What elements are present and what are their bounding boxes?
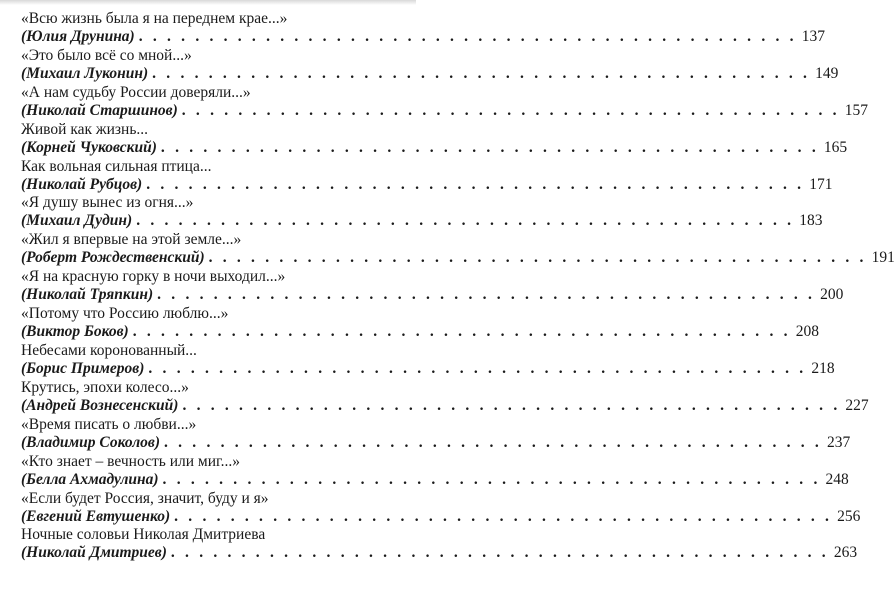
toc-entry-page-number: 165 [823,138,848,156]
toc-entry-page-number: 227 [845,396,869,414]
toc-entry[interactable] [21,342,835,379]
dot-leader: . . . . . . . . . . . . . . . . . . . . . . . . . . . . . . . . . . . . . . . . . . . . . . . [132,323,791,341]
toc-entry-title: «Время писать о любви...» [21,415,197,433]
dot-leader: . . . . . . . . . . . . . . . . . . . . . . . . . . . . . . . . . . . . . . . . . . . . . . . [160,138,819,156]
toc-entry[interactable] [21,415,851,453]
toc-entry-author-line [21,396,869,415]
toc-entry-title: «Всю жизнь была я на переднем крае...» [21,10,288,27]
toc-entry-author-line [21,470,849,489]
toc-entry-author-line [21,433,851,452]
toc-entry-author-line [21,249,895,267]
toc-entry-author: (Владимир Соколов) [21,433,160,451]
toc-entry-page-number: 149 [815,64,839,82]
toc-entry-author: (Корней Чуковский) [21,138,157,156]
toc-entry-title: «Жил я впервые на этой земле...» [21,231,242,249]
toc-entry-page-number: 191 [871,249,895,267]
toc-entry-title: «Кто знает – вечность или миг...» [21,452,240,470]
toc-entry-page-number: 137 [801,28,825,45]
toc-entry[interactable] [21,526,858,563]
toc-entry-page-number: 248 [825,470,849,488]
toc-entry-author: (Николай Тряпкин) [21,286,154,304]
toc-entry-author: (Евгений Евтушенко) [21,507,171,525]
toc-entry-title: Как вольная сильная птица... [21,157,212,175]
toc-entry-author: (Белла Ахмадулина) [21,470,159,488]
toc-entry-author: (Николай Дмитриев) [21,544,167,562]
dot-leader: . . . . . . . . . . . . . . . . . . . . . . . . . . . . . . . . . . . . . . . . . . . . . . . [157,286,816,304]
toc-entry[interactable] [21,489,861,527]
dot-leader: . . . . . . . . . . . . . . . . . . . . . . . . . . . . . . . . . . . . . . . . . . . . . . . [162,470,821,488]
toc-entry-page-number: 208 [795,323,819,341]
toc-entry-author: (Борис Примеров) [21,360,145,378]
dot-leader: . . . . . . . . . . . . . . . . . . . . . . . . . . . . . . . . . . . . . . . . . . . . . . . [174,507,833,525]
toc-entry-title: Ночные соловьи Николая Дмитриева [21,526,266,544]
dot-leader: . . . . . . . . . . . . . . . . . . . . . . . . . . . . . . . . . . . . . . . . . . . . . . . [148,360,807,378]
toc-entry[interactable] [21,305,819,342]
toc-entry-author-line [21,360,835,378]
toc-entry-author: (Николай Рубцов) [21,175,143,193]
toc-entry[interactable] [21,231,895,268]
toc-entry-author-line [21,64,839,83]
toc-entry-author: (Николай Старшинов) [21,101,178,119]
dot-leader: . . . . . . . . . . . . . . . . . . . . . . . . . . . . . . . . . . . . . . . . . . . . . . . [152,64,811,82]
toc-entry-author: (Михаил Луконин) [21,64,149,82]
dot-leader: . . . . . . . . . . . . . . . . . . . . . . . . . . . . . . . . . . . . . . . . . . . . . . . [136,212,795,230]
dot-leader: . . . . . . . . . . . . . . . . . . . . . . . . . . . . . . . . . . . . . . . . . . . . . . . [164,433,822,451]
toc-entry[interactable] [21,10,825,47]
toc-entry-page-number: 200 [820,286,844,304]
toc-entry-author: (Андрей Вознесенский) [21,396,179,414]
table-of-contents [21,10,895,563]
toc-entry-page-number: 157 [844,101,868,119]
toc-entry[interactable] [21,268,844,305]
toc-entry[interactable] [21,46,839,84]
dot-leader: . . . . . . . . . . . . . . . . . . . . . . . . . . . . . . . . . . . . . . . . . . . . . . . [208,249,867,267]
toc-entry[interactable] [21,452,849,490]
toc-entry-title: «Если будет Россия, значит, буду и я» [21,489,269,507]
dot-leader: . . . . . . . . . . . . . . . . . . . . . . . . . . . . . . . . . . . . . . . . . . . . . . . [138,28,797,45]
toc-entry-author-line [21,212,823,230]
toc-entry-page-number: 256 [837,507,861,525]
toc-entry-page-number: 218 [811,360,835,378]
toc-entry[interactable] [21,194,823,231]
page-edge-strip [0,0,416,5]
toc-entry[interactable] [21,378,869,416]
toc-entry-author: (Роберт Рождественский) [21,249,205,267]
toc-entry-author: (Михаил Дудин) [21,212,133,230]
toc-entry-author-line [21,138,848,157]
toc-entry-title: «Это было всё со мной...» [21,46,192,64]
toc-entry-title: «Я на красную горку в ночи выходил...» [21,268,286,286]
toc-entry-title: Живой как жизнь... [21,120,149,138]
toc-entry-author-line [21,323,819,341]
toc-entry[interactable] [21,120,848,158]
toc-entry-title: «Потому что Россию люблю...» [21,305,229,323]
dot-leader: . . . . . . . . . . . . . . . . . . . . . . . . . . . . . . . . . . . . . . . . . . . . . . . [170,544,829,562]
dot-leader: . . . . . . . . . . . . . . . . . . . . . . . . . . . . . . . . . . . . . . . . . . . . . . . [146,175,805,193]
toc-entry-title: Крутись, эпохи колесо...» [21,378,189,396]
toc-entry[interactable] [21,83,868,121]
toc-entry-author-line [21,175,833,194]
toc-entry-author-line [21,286,844,304]
toc-entry-page-number: 171 [809,175,833,193]
toc-entry[interactable] [21,157,833,195]
toc-entry-author-line [21,101,868,120]
dot-leader: . . . . . . . . . . . . . . . . . . . . . . . . . . . . . . . . . . . . . . . . . . . . . . . [182,396,841,414]
toc-entry-page-number: 237 [826,433,851,451]
toc-entry-author: (Юлия Друнина) [21,28,135,45]
toc-entry-author-line [21,28,825,46]
toc-entry-title: Небесами коронованный... [21,342,197,360]
toc-entry-author: (Виктор Боков) [21,323,129,341]
toc-entry-title: «Я душу вынес из огня...» [21,194,194,212]
toc-entry-page-number: 263 [833,544,858,562]
toc-entry-page-number: 183 [799,212,823,230]
toc-entry-author-line [21,544,858,562]
toc-entry-author-line [21,507,861,526]
toc-entry-title: «А нам судьбу России доверяли...» [21,83,251,101]
dot-leader: . . . . . . . . . . . . . . . . . . . . . . . . . . . . . . . . . . . . . . . . . . . . . . . [181,101,840,119]
